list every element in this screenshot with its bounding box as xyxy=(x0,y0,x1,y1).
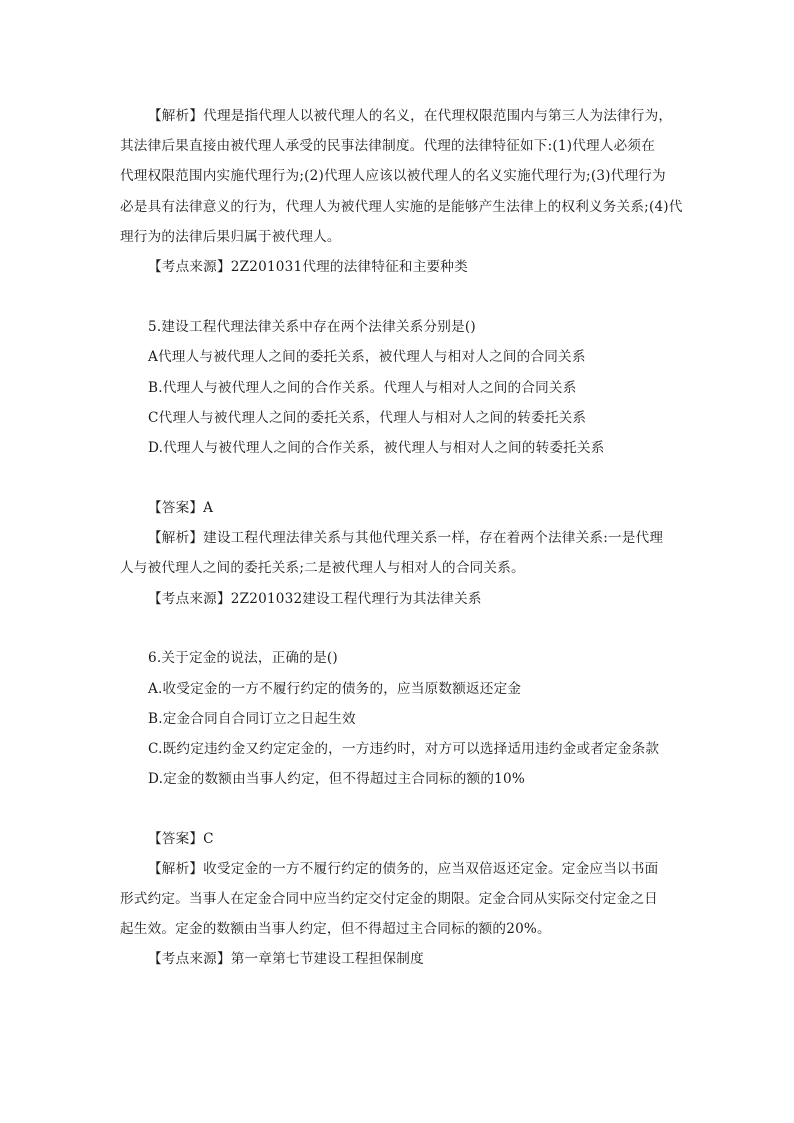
q5-analysis-line-1: 【解析】建设工程代理法律关系与其他代理关系一样，存在着两个法律关系:一是代理 xyxy=(148,530,664,546)
q5-source: 【考点来源】2Z201032建设工程代理行为其法律关系 xyxy=(148,591,482,607)
q6-analysis-line-3: 起生效。定金的数额由当事人约定，但不得超过主合同标的额的20%。 xyxy=(120,921,551,937)
q5-analysis-line-2: 人与被代理人之间的委托关系;二是被代理人与相对人的合同关系。 xyxy=(120,560,525,576)
q6-option-a: A.收受定金的一方不履行约定的债务的，应当原数额返还定金 xyxy=(148,681,522,697)
q5-answer: 【答案】A xyxy=(148,500,214,516)
q6-analysis-line-2: 形式约定。当事人在定金合同中应当约定交付定金的期限。定金合同从实际交付定金之日 xyxy=(120,891,658,907)
q5-option-c: C代理人与被代理人之间的委托关系，代理人与相对人之间的转委托关系 xyxy=(148,410,587,426)
q6-option-c: C.既约定违约金又约定定金的，一方违约时，对方可以选择适用违约金或者定金条款 xyxy=(148,741,660,757)
q6-option-b: B.定金合同自合同订立之日起生效 xyxy=(148,711,356,727)
q6-stem: 6.关于定金的说法，正确的是() xyxy=(148,650,338,666)
q6-answer: 【答案】C xyxy=(148,831,214,847)
q5-option-b: B.代理人与被代理人之间的合作关系。代理人与相对人之间的合同关系 xyxy=(148,380,577,396)
q4-analysis-line-5: 理行为的法律后果归属于被代理人。 xyxy=(120,229,341,245)
q5-option-a: A代理人与被代理人之间的委托关系，被代理人与相对人之间的合同关系 xyxy=(148,349,586,365)
q5-option-d: D.代理人与被代理人之间的合作关系，被代理人与相对人之间的转委托关系 xyxy=(148,440,605,456)
q4-analysis-line-2: 其法律后果直接由被代理人承受的民事法律制度。代理的法律特征如下:(1)代理人必须在 xyxy=(120,138,656,154)
q4-source: 【考点来源】2Z201031代理的法律特征和主要种类 xyxy=(148,259,468,275)
q5-stem: 5.建设工程代理法律关系中存在两个法律关系分别是() xyxy=(148,319,476,335)
q4-analysis-line-1: 【解析】代理是指代理人以被代理人的名义，在代理权限范围内与第三人为法律行为， xyxy=(148,108,673,124)
q6-option-d: D.定金的数额由当事人约定，但不得超过主合同标的额的10% xyxy=(148,771,525,787)
q6-source: 【考点来源】第一章第七节建设工程担保制度 xyxy=(148,951,424,967)
q6-analysis-line-1: 【解析】收受定金的一方不履行约定的债务的，应当双倍返还定金。定金应当以书面 xyxy=(148,861,659,877)
q4-analysis-line-3: 代理权限范围内实施代理行为;(2)代理人应该以被代理人的名义实施代理行为;(3)代理行为 xyxy=(120,168,666,184)
q4-analysis-line-4: 必是具有法律意义的行为，代理人为被代理人实施的是能够产生法律上的权利义务关系;(4)代 xyxy=(120,199,683,215)
